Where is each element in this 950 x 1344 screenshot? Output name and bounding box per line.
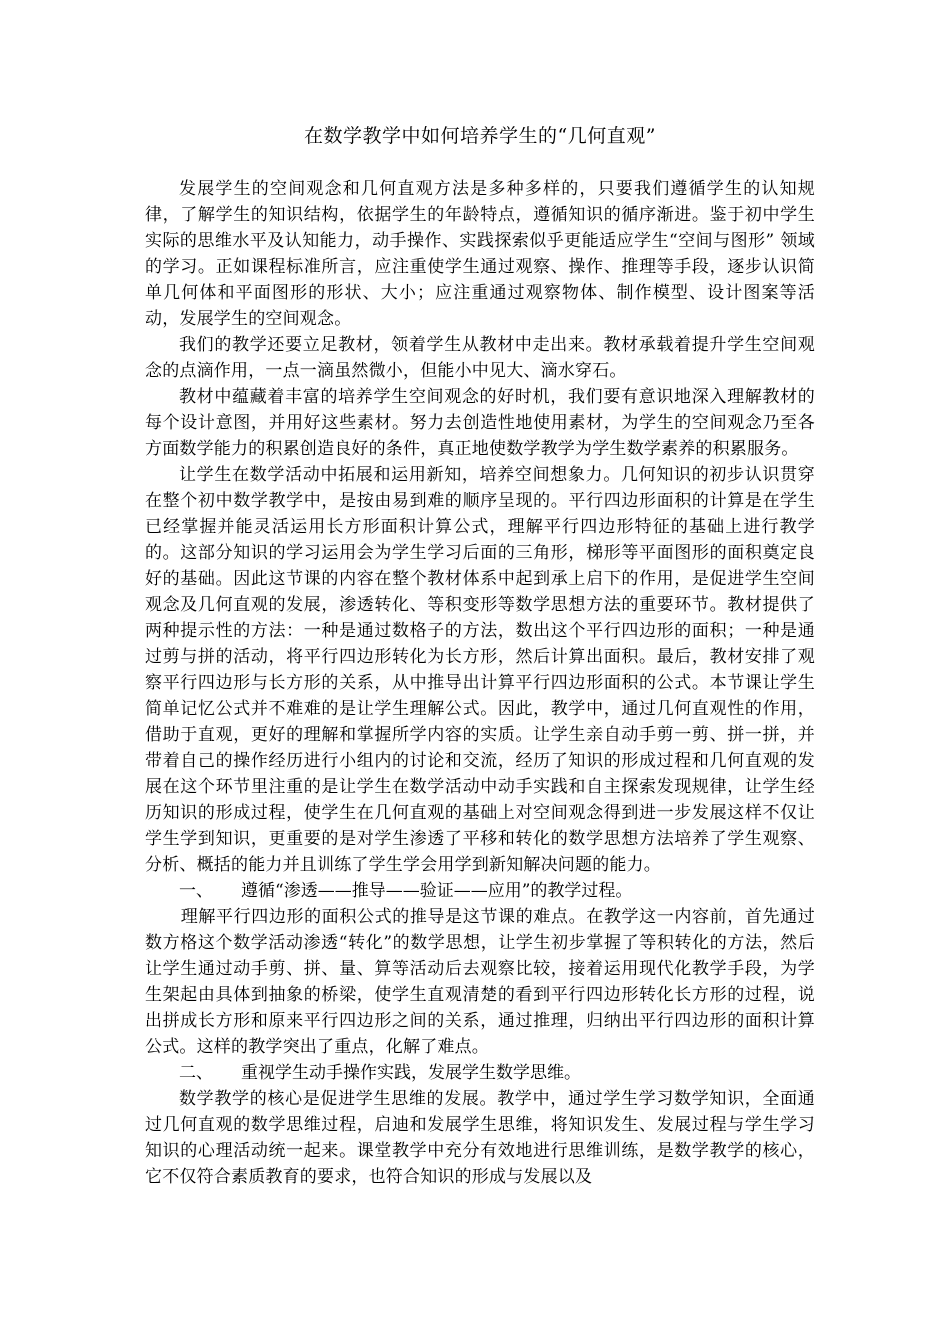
section-1-number: 一、 bbox=[179, 881, 213, 901]
section-1-heading-text: 遵循“渗透——推导——验证——应用”的教学过程。 bbox=[241, 881, 633, 901]
paragraph-2: 我们的教学还要立足教材，领着学生从教材中走出来。教材承载着提升学生空间观念的点滴作用，一点一滴虽然微小，但能小中见大、滴水穿石。 bbox=[145, 335, 815, 381]
paragraph-4: 让学生在数学活动中拓展和运用新知，培养空间想象力。几何知识的初步认识贯穿在整个初中数学教学中，是按由易到难的顺序呈现的。平行四边形面积的计算是在学生已经掌握并能灵活运用长方形面积计算公式，理解平行四边形特征的基础上进行教学的。这部分知识的学习运用会为学生学习后面的三角形，梯形等平面图形的面积奠定良好的基础。因此这节课的内容在整个教材体系中起到承上启下的作用，是促进学生空间观念及几何直观的发展，渗透转化、等积变形等数学思想方法的重要环节。教材提供了两种提示性的方法：一种是通过数格子的方法，数出这个平行四边形的面积；一种是通过剪与拼的活动，将平行四边形转化为长方形，然后计算出面积。最后，教材安排了观察平行四边形与长方形的关系，从中推导出计算平行四边形面积的公式。本节课让学生简单记忆公式并不难难的是让学生理解公式。因此，教学中，通过几何直观性的作用，借助于直观，更好的理解和掌握所学内容的实质。让学生亲自动手剪一剪、拼一拼，并带着自己的操作经历进行小组内的讨论和交流，经历了知识的形成过程和几何直观的发展在这个环节里注重的是让学生在数学活动中动手实践和自主探索发现规律，让学生经历知识的形成过程，使学生在几何直观的基础上对空间观念得到进一步发展这样不仅让学生学到知识，更重要的是对学生渗透了平移和转化的数学思想方法培养了学生观察、分析、概括的能力并且训练了学生学会用学到新知解决问题的能力。 bbox=[145, 465, 815, 875]
document-title: 在数学教学中如何培养学生的“几何直观” bbox=[304, 125, 656, 147]
section-2-body: 数学教学的核心是促进学生思维的发展。教学中，通过学生学习数学知识，全面通过几何直观的数学思维过程，启迪和发展学生思维，将知识发生、发展过程与学生学习知识的心理活动统一起来。课堂教学中充分有效地进行思维训练，是数学教学的核心，它不仅符合素质教育的要求，也符合知识的形成与发展以及 bbox=[145, 1089, 815, 1187]
paragraph-3: 教材中蕴藏着丰富的培养学生空间观念的好时机，我们要有意识地深入理解教材的每个设计意图，并用好这些素材。努力去创造性地使用素材，为学生的空间观念乃至各方面数学能力的积累创造良好的条件，真正地使数学教学为学生数学素养的积累服务。 bbox=[145, 387, 815, 459]
document-page bbox=[145, 122, 815, 1190]
paragraph-1: 发展学生的空间观念和几何直观方法是多种多样的，只要我们遵循学生的认知规律，了解学生的知识结构，依据学生的年龄特点，遵循知识的循序渐进。鉴于初中学生实际的思维水平及认知能力，动手操作、实践探索似乎更能适应学生“空间与图形” 领域的学习。正如课程标准所言，应注重使学生通过观察、操作、推理等手段，逐步认识简单几何体和平面图形的形状、大小；应注重通过观察物体、制作模型、设计图案等活动，发展学生的空间观念。 bbox=[145, 179, 815, 329]
section-2-heading bbox=[145, 1060, 815, 1086]
section-2-heading-text: 重视学生动手操作实践，发展学生数学思维。 bbox=[241, 1063, 581, 1083]
section-1-body: 理解平行四边形的面积公式的推导是这节课的难点。在教学这一内容前，首先通过数方格这个数学活动渗透“转化”的数学思想，让学生初步掌握了等积转化的方法，然后让学生通过动手剪、拼、量、算等活动后去观察比较，接着运用现代化教学手段，为学生架起由具体到抽象的桥梁，使学生直观清楚的看到平行四边形转化长方形的过程，说出拼成长方形和原来平行四边形之间的关系，通过推理，归纳出平行四边形的面积计算公式。这样的教学突出了重点，化解了难点。 bbox=[145, 907, 815, 1057]
section-1-heading bbox=[145, 878, 815, 904]
section-2-number: 二、 bbox=[179, 1063, 213, 1083]
